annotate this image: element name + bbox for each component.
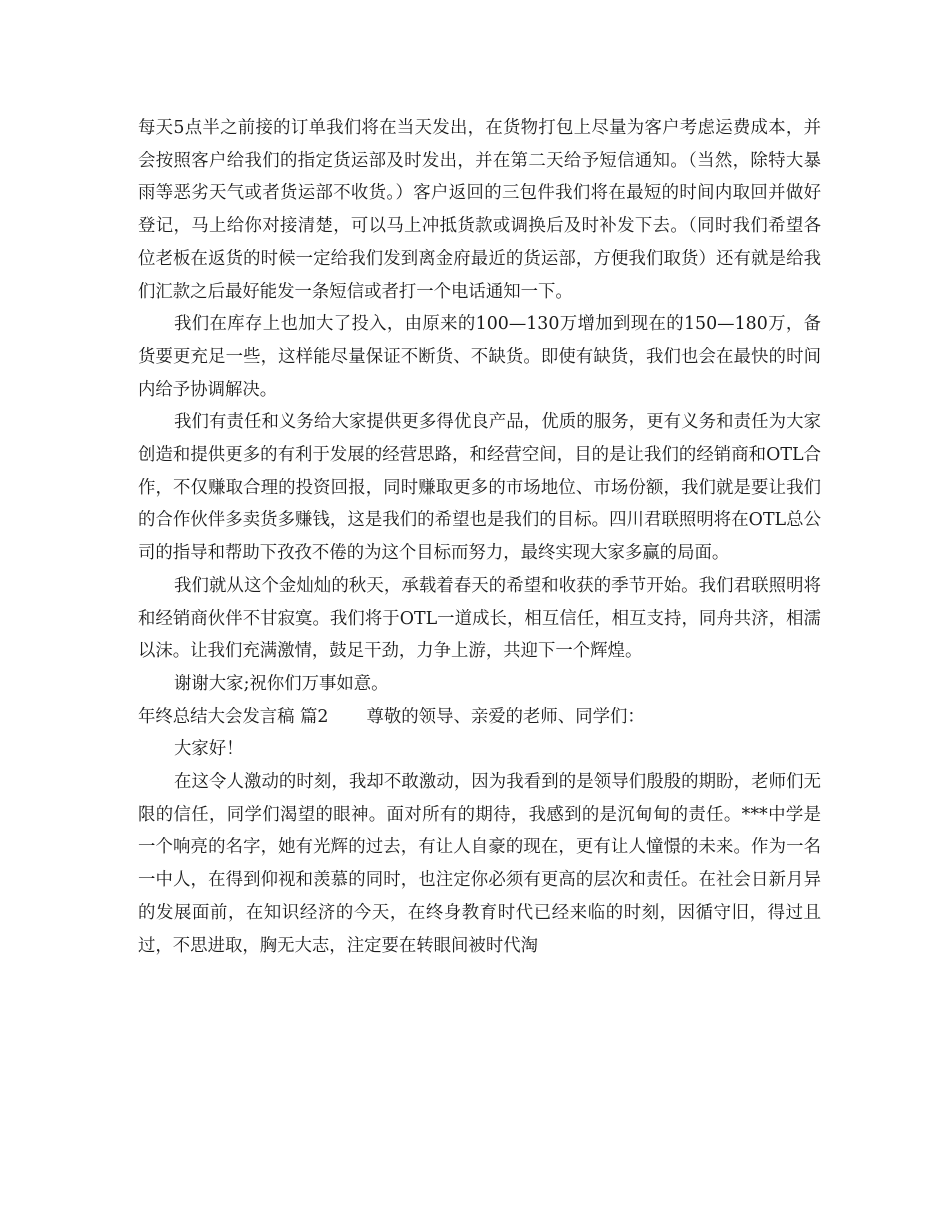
paragraph-responsibility: 我们有责任和义务给大家提供更多得优良产品，优质的服务，更有义务和责任为大家创造和提供更多的有利于发展的经营思路，和经营空间，目的是让我们的经销商和OTL合作，不仅赚取合理的投资回报，同时赚取更多的市场地位、市场份额，我们就是要让我们的合作伙伴多卖货多赚钱，这是我们的希望也是我们的目标。四川君联照明将在OTL总公司的指导和帮助下孜孜不倦的为这个目标而努力，最终实现大家多赢的局面。 xyxy=(138,412,821,564)
paragraph-thanks: 谢谢大家;祝你们万事如意。 xyxy=(174,673,389,694)
paragraph-greeting: 大家好！ xyxy=(174,739,244,760)
paragraph-autumn-start: 我们就从这个金灿灿的秋天，承载着春天的希望和收获的季节开始。我们君联照明将和经销商伙伴不甘寂寞。我们将于OTL一道成长，相互信任，相互支持，同舟共济，相濡以沫。让我们充满激情，鼓足干劲，力争上游，共迎下一个辉煌。 xyxy=(138,575,821,662)
paragraph-shipping-policy: 每天5点半之前接的订单我们将在当天发出，在货物打包上尽量为客户考虑运费成本，并会按照客户给我们的指定货运部及时发出，并在第二天给予短信通知。（当然，除特大暴雨等恶劣天气或者货运部不收货。）客户返回的三包件我们将在最短的时间内取回并做好登记，马上给你对接清楚，可以马上冲抵货款或调换后及时补发下去。（同时我们希望各位老板在返货的时候一定给我们发到离金府最近的货运部，方便我们取货）还有就是给我们汇款之后最好能发一条短信或者打一个电话通知一下。 xyxy=(138,118,821,302)
paragraph-inventory: 我们在库存上也加大了投入，由原来的100—130万增加到现在的150—180万，备货要更充足一些，这样能尽量保证不断货、不缺货。即使有缺货，我们也会在最快的时间内给予协调解决。 xyxy=(138,314,821,400)
salutation: 尊敬的领导、亲爱的老师、同学们： xyxy=(366,706,645,727)
document-body xyxy=(138,112,821,962)
paragraph-speech-body: 在这令人激动的时刻，我却不敢激动，因为我看到的是领导们殷殷的期盼，老师们无限的信任，同学们渴望的眼神。面对所有的期待，我感到的是沉甸甸的责任。***中学是一个响亮的名字，她有光辉的过去，有让人自豪的现在，更有让人憧憬的未来。作为一名一中人，在得到仰视和羡慕的同时，也注定你必须有更高的层次和责任。在社会日新月异的发展面前，在知识经济的今天，在终身教育时代已经来临的时刻，因循守旧，得过且过，不思进取，胸无大志，注定要在转眼间被时代淘 xyxy=(138,772,821,956)
section-heading-line xyxy=(138,701,821,734)
section-title: 年终总结大会发言稿 篇2 xyxy=(138,706,329,727)
